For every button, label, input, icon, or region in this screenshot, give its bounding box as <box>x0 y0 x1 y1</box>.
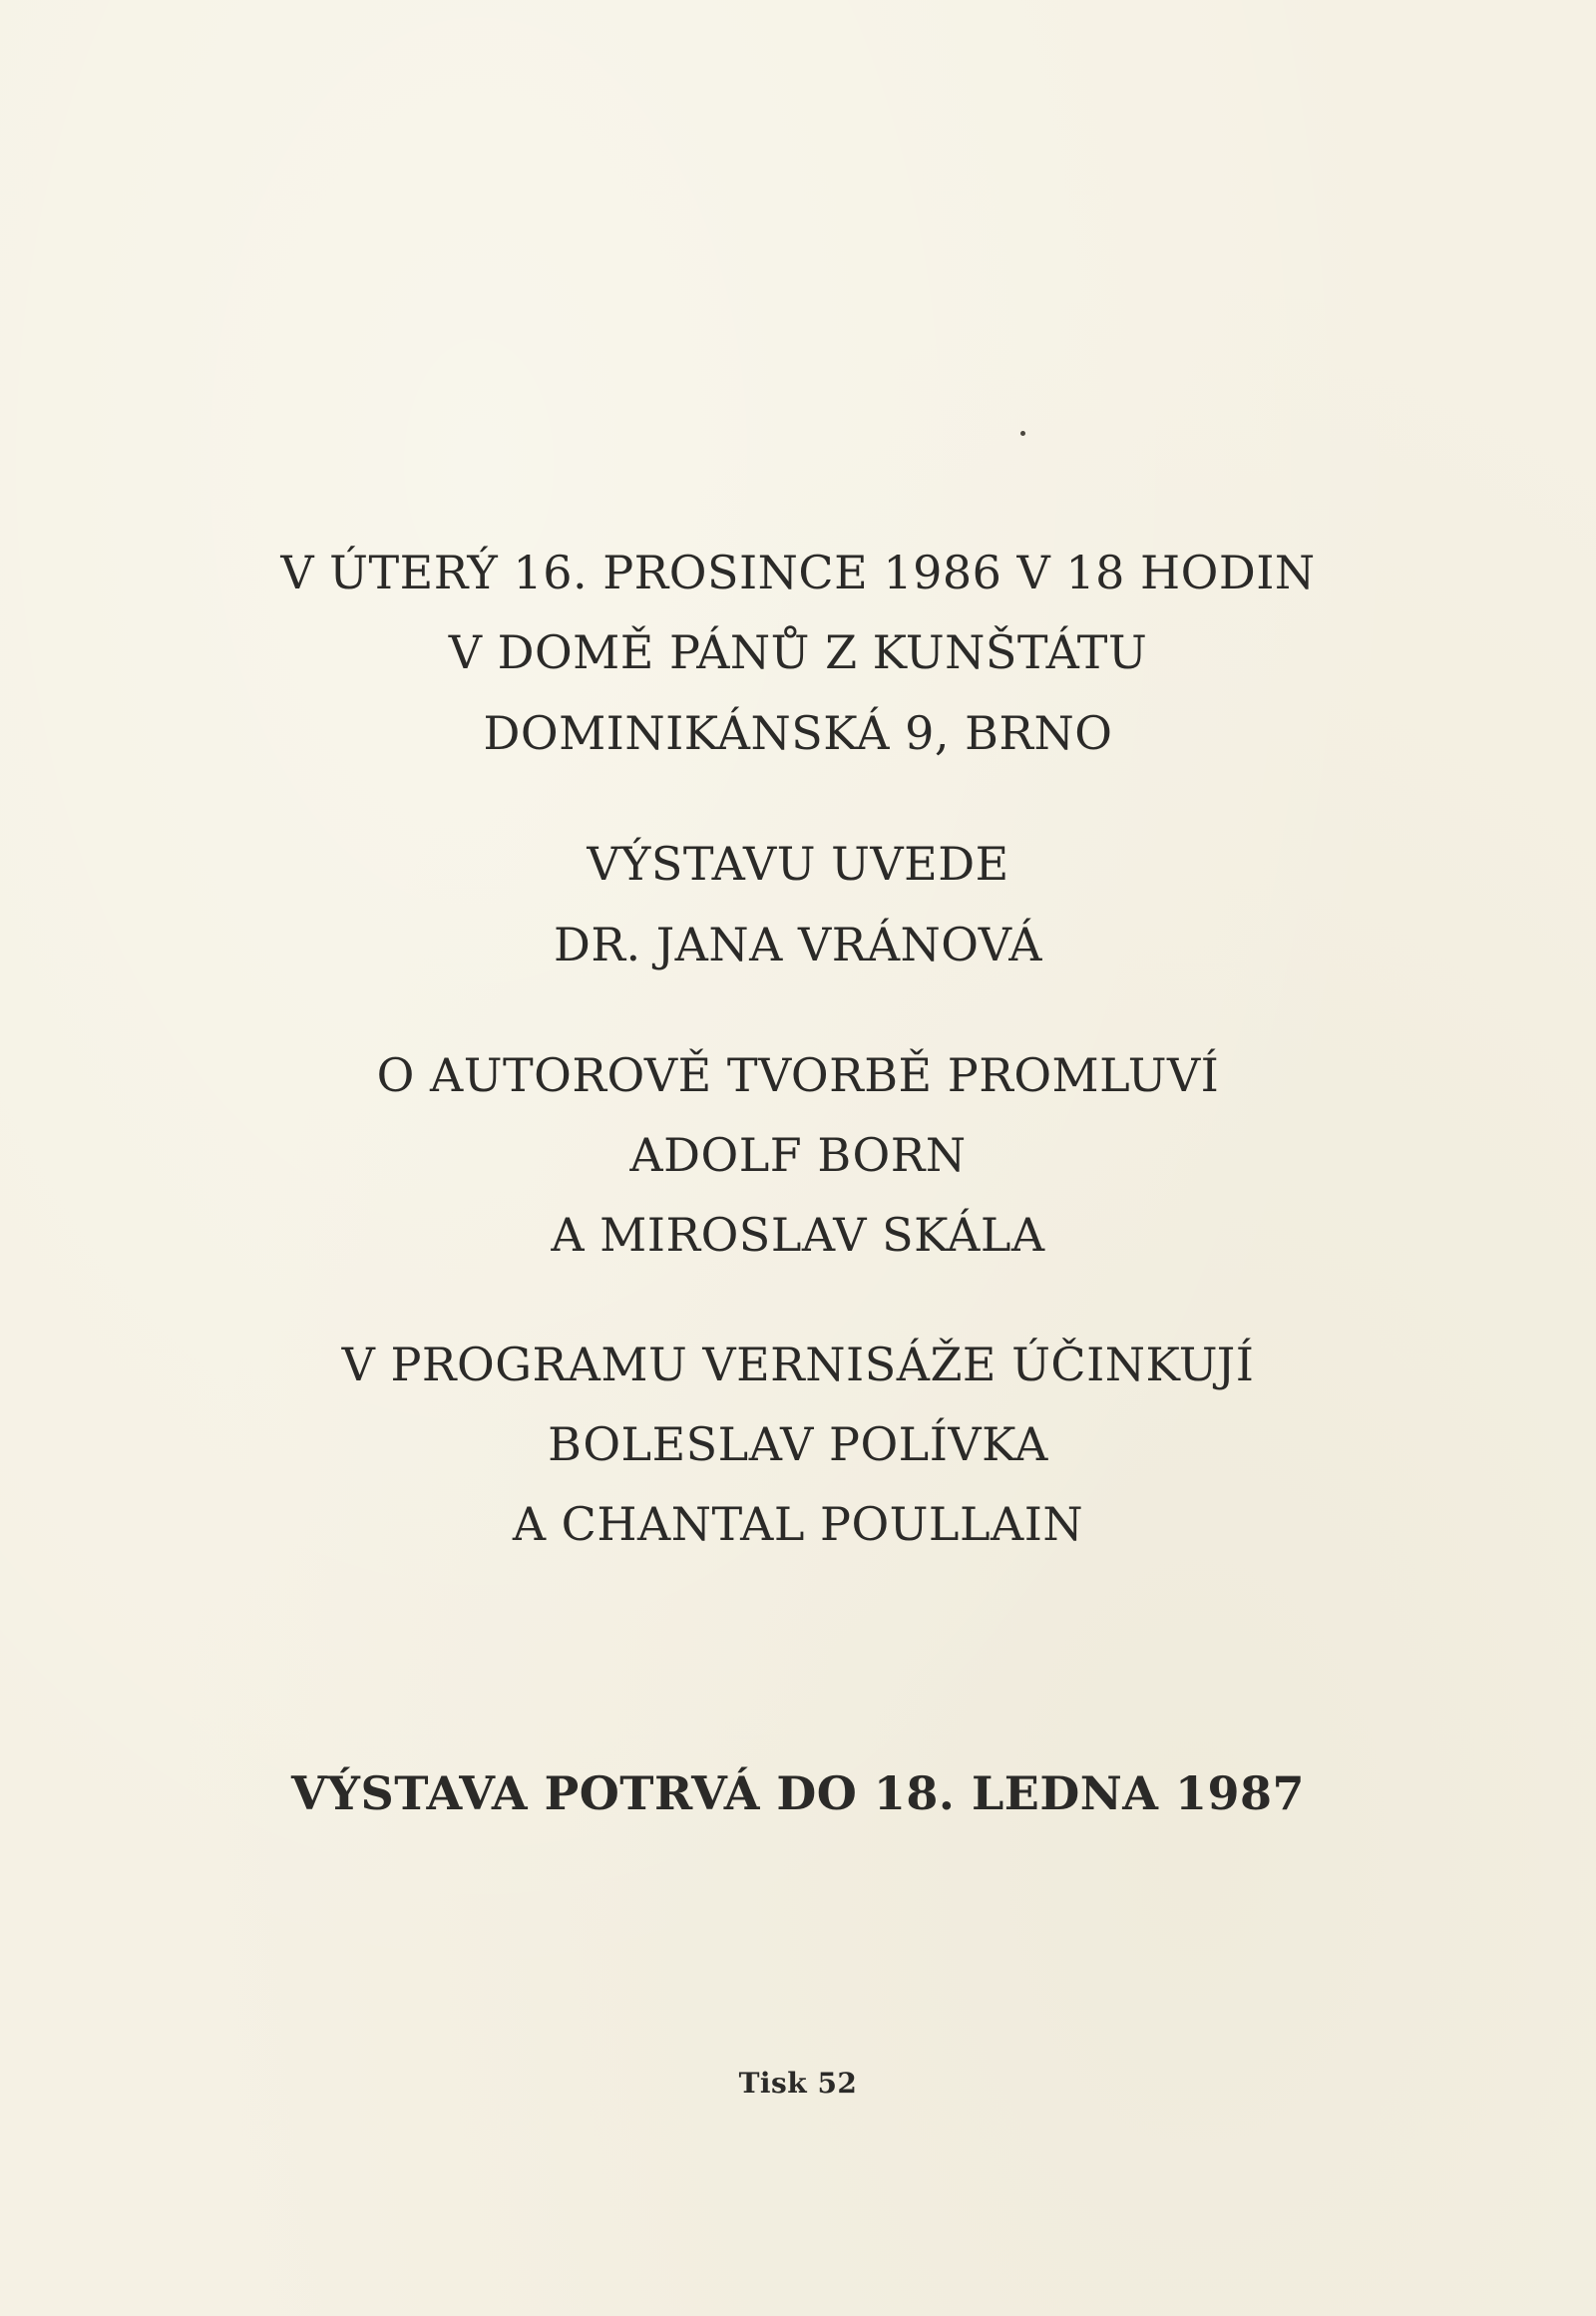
introduction-heading: VÝSTAVU UVEDE <box>587 837 1009 891</box>
ink-speck <box>1020 431 1025 436</box>
speaker-name-1: ADOLF BORN <box>629 1128 967 1182</box>
speakers-heading: O AUTOROVĚ TVORBĚ PROMLUVÍ <box>376 1048 1220 1102</box>
exhibition-closing-date: VÝSTAVA POTRVÁ DO 18. LEDNA 1987 <box>290 1766 1306 1820</box>
schedule-date-line: V ÚTERÝ 16. PROSINCE 1986 V 18 HODIN <box>280 546 1316 599</box>
performers-heading: V PROGRAMU VERNISÁŽE ÚČINKUJÍ <box>341 1338 1255 1391</box>
introduction-name: DR. JANA VRÁNOVÁ <box>553 918 1043 971</box>
performer-name-2: A CHANTAL POULLAIN <box>512 1497 1084 1551</box>
print-note: Tisk 52 <box>738 2067 858 2100</box>
schedule-venue-line: V DOMĚ PÁNŮ Z KUNŠTÁTU <box>448 625 1148 679</box>
performer-name-1: BOLESLAV POLÍVKA <box>548 1417 1048 1471</box>
speaker-name-2: A MIROSLAV SKÁLA <box>551 1208 1045 1262</box>
schedule-address-line: DOMINIKÁNSKÁ 9, BRNO <box>483 706 1113 760</box>
